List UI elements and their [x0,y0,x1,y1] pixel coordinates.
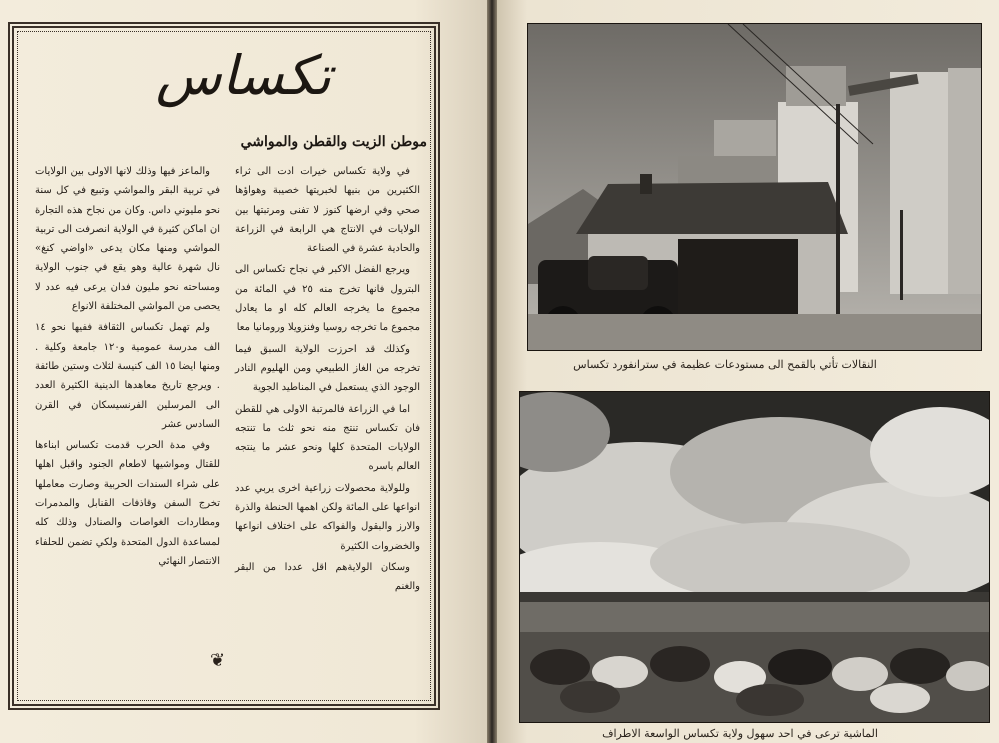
paragraph: وكذلك قد احرزت الولاية السبق فيما تخرجه من الغاز الطبيعي ومن الهليوم النادر الوجود الذي يستعمل في المناطيد الجوية [235,343,420,394]
photo-caption-top: النقالات تأتي بالقمح الى مستودعات عظيمة في سترانفورد تكساس [573,358,877,371]
paragraph: في ولاية تكساس خيرات ادت الى ثراء الكثيرين من بنيها لخبريتها خصيبة وهواؤها صحي وفي ارضها كنوز لا تفنى ومرتبتها بين الولايات في الانتاج هي الرابعة في الزراعة والحادية عشرة في الصناعة [235,166,420,255]
text-column-left [35,162,220,573]
left-page [0,0,487,743]
paragraph: والماعز فيها وذلك لانها الاولى بين الولايات في تربية البقر والمواشي وتبيع في كل سنة نحو مليوني داس. وكان من نجاح هذه التجارة ان اماكن كثيرة في الولاية انصرفت الى تربية المواشي ومنها مكان يدعى «اواضي كنغ» نال شهرة عالية وهو يقع في جنوب الولاية ومساحته نحو مليون فدان يرعى فيه عدد لا يحصى من المواشي المختلفة الانواع [35,166,220,313]
page-title: تكساس [155,44,332,107]
text-column-right [235,162,420,599]
page-subtitle: موطن الزيت والقطن والمواشي [240,134,427,150]
photo-caption-bottom: الماشية ترعى في احد سهول ولاية تكساس الواسعة الاطراف [602,727,878,740]
ornament-icon: ❦ [210,650,226,671]
paragraph: اما في الزراعة فالمرتبة الاولى هي للقطن فان تكساس تنتج منه نحو ثلث ما تنتجه الولايات المتحدة كلها ونحو عشر ما ينتجه العالم باسره [235,403,420,473]
paragraph: ولم تهمل تكساس الثقافة ففيها نحو ١٤ الف مدرسة عمومية و١٢٠ جامعة وكلية . ومنها ايضا ١٥ الف كنيسة لثلاث وستين طائفة . ويرجع تاريخ معاهدها الدينية الكثيرة العدد الى المرسلين الفرنسيسكان في القرن السادس عشر [35,322,220,430]
paragraph: وسكان الولايةهم اقل عددا من البقر والغنم [235,561,420,593]
cattle-plains-photo [520,392,989,722]
paragraph: وللولاية محصولات زراعية اخرى يربي عدد انواعها على المائة ولكن اهمها الحنطة والذرة والارز والبقول والفواكه على اختلاف انواعها والخضروات الكثيرة [235,482,420,552]
paragraph: ويرجع الفضل الاكبر في نجاح تكساس الى البترول فانها تخرج منه ٢٥ في المائة من مجموع ما يخرجه العالم كله او ما يعادل مجموع ما تخرجه روسيا وفنزويلا ورومانيا معا [235,264,420,334]
grain-elevator-photo [528,24,981,350]
book-gutter [487,0,497,743]
paragraph: وفي مدة الحرب قدمت تكساس ابناءها للقتال ومواشيها لاطعام الجنود واقبل اهلها على شراء السندات الحربية وصارت معاملها تخرج السفن وقاذفات القنابل والمدمرات ومطاردات الغواصات والصنادل وذلك كله لمساعدة الدول المتحدة ولكي تضمن للحلفاء الانتصار النهائي [35,440,220,567]
